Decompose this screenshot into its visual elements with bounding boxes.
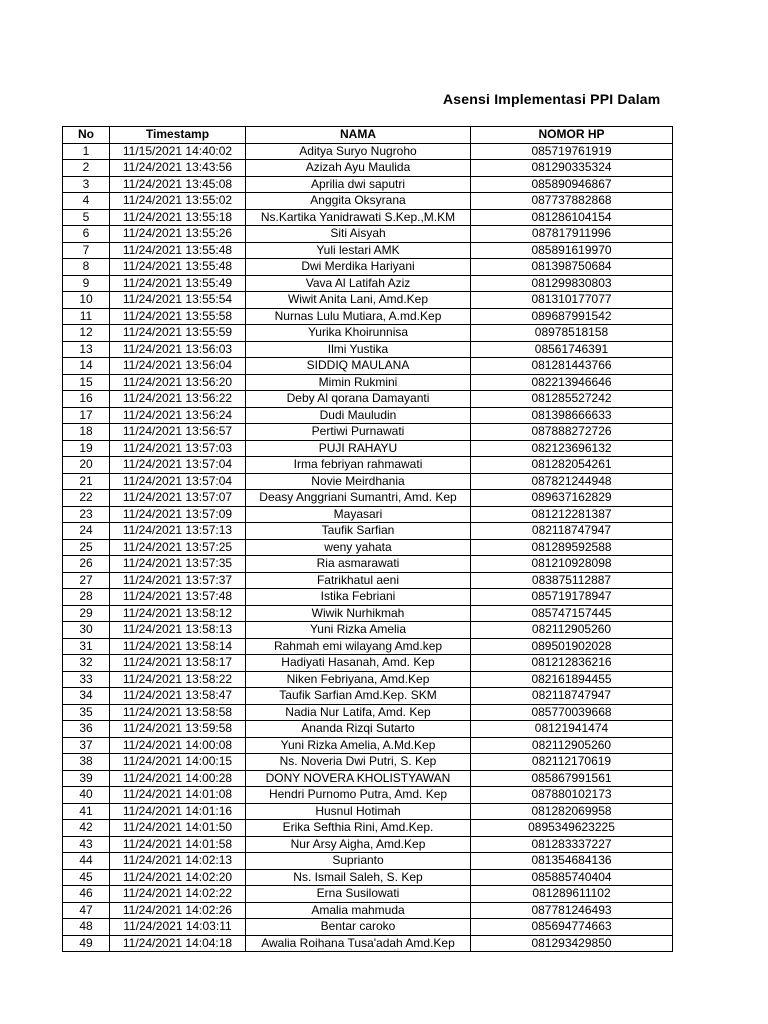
cell-no: 28 (63, 589, 110, 606)
cell-nama: Ns.Kartika Yanidrawati S.Kep.,M.KM (246, 209, 471, 226)
cell-no: 35 (63, 704, 110, 721)
cell-nama: Yuni Rizka Amelia, A.Md.Kep (246, 737, 471, 754)
table-row (63, 589, 673, 606)
attendance-table (62, 126, 673, 952)
cell-nomor-hp: 085719761919 (471, 143, 673, 160)
cell-nama: Wiwit Anita Lani, Amd.Kep (246, 292, 471, 309)
cell-nama: Niken Febriyana, Amd.Kep (246, 671, 471, 688)
table-row (63, 523, 673, 540)
cell-nomor-hp: 087737882868 (471, 193, 673, 210)
header-nama: NAMA (246, 127, 471, 144)
cell-timestamp: 11/24/2021 13:56:22 (110, 391, 246, 408)
cell-timestamp: 11/24/2021 13:57:37 (110, 572, 246, 589)
table-row (63, 424, 673, 441)
cell-nama: weny yahata (246, 539, 471, 556)
cell-no: 48 (63, 919, 110, 936)
cell-nomor-hp: 081293429850 (471, 935, 673, 952)
cell-nomor-hp: 081285527242 (471, 391, 673, 408)
table-row (63, 754, 673, 771)
table-row (63, 655, 673, 672)
cell-nomor-hp: 087781246493 (471, 902, 673, 919)
cell-timestamp: 11/24/2021 13:56:24 (110, 407, 246, 424)
cell-nama: Pertiwi Purnawati (246, 424, 471, 441)
cell-nomor-hp: 082118747947 (471, 523, 673, 540)
cell-no: 39 (63, 770, 110, 787)
table-row (63, 275, 673, 292)
cell-timestamp: 11/24/2021 13:56:57 (110, 424, 246, 441)
cell-no: 14 (63, 358, 110, 375)
cell-nama: PUJI RAHAYU (246, 440, 471, 457)
cell-nama: Istika Febriani (246, 589, 471, 606)
cell-timestamp: 11/24/2021 13:55:54 (110, 292, 246, 309)
cell-nomor-hp: 081212836216 (471, 655, 673, 672)
cell-nama: Hadiyati Hasanah, Amd. Kep (246, 655, 471, 672)
cell-nomor-hp: 087817911996 (471, 226, 673, 243)
cell-nomor-hp: 081282069958 (471, 803, 673, 820)
cell-no: 23 (63, 506, 110, 523)
cell-nomor-hp: 081398750684 (471, 259, 673, 276)
table-row (63, 473, 673, 490)
cell-nama: Mayasari (246, 506, 471, 523)
cell-timestamp: 11/24/2021 13:55:49 (110, 275, 246, 292)
cell-nama: Novie Meirdhania (246, 473, 471, 490)
cell-nama: DONY NOVERA KHOLISTYAWAN (246, 770, 471, 787)
cell-no: 17 (63, 407, 110, 424)
cell-no: 41 (63, 803, 110, 820)
cell-timestamp: 11/24/2021 13:57:13 (110, 523, 246, 540)
cell-nomor-hp: 087821244948 (471, 473, 673, 490)
cell-no: 20 (63, 457, 110, 474)
cell-timestamp: 11/24/2021 13:58:47 (110, 688, 246, 705)
cell-nama: Nurnas Lulu Mutiara, A.md.Kep (246, 308, 471, 325)
table-row (63, 902, 673, 919)
cell-no: 40 (63, 787, 110, 804)
cell-nomor-hp: 08978518158 (471, 325, 673, 342)
cell-no: 36 (63, 721, 110, 738)
cell-nama: Ilmi Yustika (246, 341, 471, 358)
cell-nama: Mimin Rukmini (246, 374, 471, 391)
header-no: No (63, 127, 110, 144)
cell-no: 15 (63, 374, 110, 391)
cell-no: 6 (63, 226, 110, 243)
cell-nama: Azizah Ayu Maulida (246, 160, 471, 177)
table-body (63, 143, 673, 952)
cell-nama: Nadia Nur Latifa, Amd. Kep (246, 704, 471, 721)
table-row (63, 242, 673, 259)
header-timestamp: Timestamp (110, 127, 246, 144)
cell-no: 32 (63, 655, 110, 672)
cell-timestamp: 11/24/2021 13:58:17 (110, 655, 246, 672)
cell-nomor-hp: 08121941474 (471, 721, 673, 738)
table-row (63, 457, 673, 474)
cell-timestamp: 11/24/2021 14:00:08 (110, 737, 246, 754)
cell-nomor-hp: 081210928098 (471, 556, 673, 573)
cell-nomor-hp: 085747157445 (471, 605, 673, 622)
cell-nama: Taufik Sarfian Amd.Kep. SKM (246, 688, 471, 705)
cell-no: 30 (63, 622, 110, 639)
cell-no: 33 (63, 671, 110, 688)
cell-no: 46 (63, 886, 110, 903)
cell-nama: Amalia mahmuda (246, 902, 471, 919)
cell-timestamp: 11/24/2021 14:02:26 (110, 902, 246, 919)
cell-nomor-hp: 081289592588 (471, 539, 673, 556)
cell-nomor-hp: 081299830803 (471, 275, 673, 292)
cell-no: 12 (63, 325, 110, 342)
cell-nama: Ns. Ismail Saleh, S. Kep (246, 869, 471, 886)
table-row (63, 721, 673, 738)
cell-timestamp: 11/24/2021 13:55:59 (110, 325, 246, 342)
cell-no: 49 (63, 935, 110, 952)
cell-timestamp: 11/24/2021 13:57:09 (110, 506, 246, 523)
table-row (63, 539, 673, 556)
cell-no: 19 (63, 440, 110, 457)
table-row (63, 688, 673, 705)
table-row (63, 853, 673, 870)
table-row (63, 737, 673, 754)
cell-nomor-hp: 087880102173 (471, 787, 673, 804)
cell-no: 11 (63, 308, 110, 325)
cell-no: 38 (63, 754, 110, 771)
cell-timestamp: 11/24/2021 13:55:48 (110, 259, 246, 276)
cell-nama: Husnul Hotimah (246, 803, 471, 820)
cell-nama: Suprianto (246, 853, 471, 870)
cell-timestamp: 11/24/2021 14:00:15 (110, 754, 246, 771)
cell-timestamp: 11/24/2021 13:56:03 (110, 341, 246, 358)
cell-no: 44 (63, 853, 110, 870)
cell-no: 16 (63, 391, 110, 408)
cell-nomor-hp: 082123696132 (471, 440, 673, 457)
cell-nomor-hp: 085891619970 (471, 242, 673, 259)
cell-nomor-hp: 081354684136 (471, 853, 673, 870)
cell-timestamp: 11/24/2021 14:04:18 (110, 935, 246, 952)
cell-nomor-hp: 082112170619 (471, 754, 673, 771)
cell-timestamp: 11/24/2021 13:58:12 (110, 605, 246, 622)
cell-nama: Wiwik Nurhikmah (246, 605, 471, 622)
cell-nomor-hp: 081282054261 (471, 457, 673, 474)
cell-timestamp: 11/24/2021 14:01:50 (110, 820, 246, 837)
cell-timestamp: 11/24/2021 14:02:20 (110, 869, 246, 886)
cell-no: 22 (63, 490, 110, 507)
cell-timestamp: 11/24/2021 13:57:25 (110, 539, 246, 556)
cell-no: 9 (63, 275, 110, 292)
cell-no: 4 (63, 193, 110, 210)
cell-timestamp: 11/24/2021 13:55:02 (110, 193, 246, 210)
table-row (63, 803, 673, 820)
cell-no: 21 (63, 473, 110, 490)
table-row (63, 160, 673, 177)
table-row (63, 787, 673, 804)
table-row (63, 556, 673, 573)
cell-nama: Aprilia dwi saputri (246, 176, 471, 193)
cell-nama: Ns. Noveria Dwi Putri, S. Kep (246, 754, 471, 771)
cell-nama: Erika Sefthia Rini, Amd.Kep. (246, 820, 471, 837)
table-row (63, 358, 673, 375)
cell-no: 27 (63, 572, 110, 589)
cell-timestamp: 11/24/2021 14:03:11 (110, 919, 246, 936)
cell-nomor-hp: 08561746391 (471, 341, 673, 358)
table-row (63, 490, 673, 507)
cell-nama: Yurika Khoirunnisa (246, 325, 471, 342)
cell-timestamp: 11/24/2021 13:57:35 (110, 556, 246, 573)
cell-nama: Siti Aisyah (246, 226, 471, 243)
cell-no: 10 (63, 292, 110, 309)
cell-nama: Aditya Suryo Nugroho (246, 143, 471, 160)
table-row (63, 820, 673, 837)
cell-nomor-hp: 082213946646 (471, 374, 673, 391)
cell-nama: Yuni Rizka Amelia (246, 622, 471, 639)
cell-nomor-hp: 085770039668 (471, 704, 673, 721)
cell-nomor-hp: 085885740404 (471, 869, 673, 886)
cell-no: 24 (63, 523, 110, 540)
cell-no: 7 (63, 242, 110, 259)
table-row (63, 143, 673, 160)
cell-timestamp: 11/24/2021 13:57:04 (110, 473, 246, 490)
cell-nomor-hp: 089637162829 (471, 490, 673, 507)
cell-no: 43 (63, 836, 110, 853)
table-row (63, 869, 673, 886)
cell-no: 5 (63, 209, 110, 226)
header-nomor-hp: NOMOR HP (471, 127, 673, 144)
cell-timestamp: 11/24/2021 13:55:48 (110, 242, 246, 259)
cell-nomor-hp: 083875112887 (471, 572, 673, 589)
cell-timestamp: 11/24/2021 13:58:22 (110, 671, 246, 688)
cell-no: 3 (63, 176, 110, 193)
cell-timestamp: 11/24/2021 14:01:16 (110, 803, 246, 820)
table-row (63, 374, 673, 391)
table-row (63, 704, 673, 721)
cell-timestamp: 11/24/2021 13:56:20 (110, 374, 246, 391)
cell-no: 45 (63, 869, 110, 886)
cell-nomor-hp: 081286104154 (471, 209, 673, 226)
cell-timestamp: 11/24/2021 13:57:04 (110, 457, 246, 474)
cell-timestamp: 11/24/2021 13:58:14 (110, 638, 246, 655)
cell-nama: Ananda Rizqi Sutarto (246, 721, 471, 738)
cell-timestamp: 11/15/2021 14:40:02 (110, 143, 246, 160)
cell-timestamp: 11/24/2021 13:59:58 (110, 721, 246, 738)
cell-timestamp: 11/24/2021 14:00:28 (110, 770, 246, 787)
cell-timestamp: 11/24/2021 14:02:22 (110, 886, 246, 903)
cell-nomor-hp: 081290335324 (471, 160, 673, 177)
cell-timestamp: 11/24/2021 13:56:04 (110, 358, 246, 375)
cell-nama: Anggita Oksyrana (246, 193, 471, 210)
cell-nomor-hp: 0895349623225 (471, 820, 673, 837)
cell-timestamp: 11/24/2021 14:01:08 (110, 787, 246, 804)
cell-timestamp: 11/24/2021 13:57:03 (110, 440, 246, 457)
cell-timestamp: 11/24/2021 13:57:48 (110, 589, 246, 606)
cell-nama: Awalia Roihana Tusa'adah Amd.Kep (246, 935, 471, 952)
table-row (63, 341, 673, 358)
cell-nomor-hp: 082161894455 (471, 671, 673, 688)
table-row (63, 919, 673, 936)
cell-nomor-hp: 089501902028 (471, 638, 673, 655)
table-row (63, 836, 673, 853)
cell-no: 34 (63, 688, 110, 705)
cell-nomor-hp: 082112905260 (471, 622, 673, 639)
cell-nama: Dudi Mauludin (246, 407, 471, 424)
header-row (63, 127, 673, 144)
cell-nomor-hp: 085867991561 (471, 770, 673, 787)
cell-nomor-hp: 085719178947 (471, 589, 673, 606)
table-row (63, 605, 673, 622)
cell-no: 8 (63, 259, 110, 276)
table-row (63, 209, 673, 226)
cell-timestamp: 11/24/2021 14:01:58 (110, 836, 246, 853)
cell-nama: Fatrikhatul aeni (246, 572, 471, 589)
cell-nomor-hp: 081310177077 (471, 292, 673, 309)
cell-no: 31 (63, 638, 110, 655)
cell-timestamp: 11/24/2021 13:55:26 (110, 226, 246, 243)
cell-timestamp: 11/24/2021 13:58:58 (110, 704, 246, 721)
cell-nomor-hp: 081212281387 (471, 506, 673, 523)
cell-nama: Dwi Merdika Hariyani (246, 259, 471, 276)
cell-nomor-hp: 082112905260 (471, 737, 673, 754)
cell-timestamp: 11/24/2021 13:58:13 (110, 622, 246, 639)
cell-no: 26 (63, 556, 110, 573)
cell-no: 42 (63, 820, 110, 837)
cell-no: 18 (63, 424, 110, 441)
table-row (63, 506, 673, 523)
cell-nama: Vava Al Latifah Aziz (246, 275, 471, 292)
document-title: Asensi Implementasi PPI Dalam (443, 91, 661, 107)
table-row (63, 292, 673, 309)
cell-nomor-hp: 089687991542 (471, 308, 673, 325)
cell-no: 37 (63, 737, 110, 754)
table-row (63, 440, 673, 457)
cell-no: 47 (63, 902, 110, 919)
cell-nama: SIDDIQ MAULANA (246, 358, 471, 375)
cell-no: 1 (63, 143, 110, 160)
cell-nama: Nur Arsy Aigha, Amd.Kep (246, 836, 471, 853)
cell-no: 29 (63, 605, 110, 622)
table-row (63, 572, 673, 589)
table-row (63, 622, 673, 639)
cell-nama: Irma febriyan rahmawati (246, 457, 471, 474)
cell-nomor-hp: 081281443766 (471, 358, 673, 375)
cell-timestamp: 11/24/2021 13:55:18 (110, 209, 246, 226)
cell-nama: Bentar caroko (246, 919, 471, 936)
cell-timestamp: 11/24/2021 13:45:08 (110, 176, 246, 193)
cell-nama: Rahmah emi wilayang Amd.kep (246, 638, 471, 655)
cell-nama: Hendri Purnomo Putra, Amd. Kep (246, 787, 471, 804)
cell-nomor-hp: 087888272726 (471, 424, 673, 441)
table-row (63, 193, 673, 210)
table-row (63, 638, 673, 655)
cell-nomor-hp: 081283337227 (471, 836, 673, 853)
table-row (63, 176, 673, 193)
table-row (63, 391, 673, 408)
table-row (63, 259, 673, 276)
cell-nama: Taufik Sarfian (246, 523, 471, 540)
cell-no: 25 (63, 539, 110, 556)
table-row (63, 325, 673, 342)
cell-nama: Deby Al qorana Damayanti (246, 391, 471, 408)
cell-nama: Deasy Anggriani Sumantri, Amd. Kep (246, 490, 471, 507)
table-row (63, 226, 673, 243)
cell-nama: Ria asmarawati (246, 556, 471, 573)
table-row (63, 671, 673, 688)
cell-timestamp: 11/24/2021 13:55:58 (110, 308, 246, 325)
table-row (63, 770, 673, 787)
cell-nomor-hp: 081398666633 (471, 407, 673, 424)
cell-nomor-hp: 085694774663 (471, 919, 673, 936)
table-row (63, 308, 673, 325)
cell-nomor-hp: 082118747947 (471, 688, 673, 705)
cell-timestamp: 11/24/2021 13:43:56 (110, 160, 246, 177)
cell-nama: Erna Susilowati (246, 886, 471, 903)
table-header (63, 127, 673, 144)
cell-nomor-hp: 085890946867 (471, 176, 673, 193)
cell-nomor-hp: 081289611102 (471, 886, 673, 903)
cell-no: 13 (63, 341, 110, 358)
table-row (63, 886, 673, 903)
table-row (63, 935, 673, 952)
cell-nama: Yuli lestari AMK (246, 242, 471, 259)
cell-timestamp: 11/24/2021 13:57:07 (110, 490, 246, 507)
cell-no: 2 (63, 160, 110, 177)
cell-timestamp: 11/24/2021 14:02:13 (110, 853, 246, 870)
table-row (63, 407, 673, 424)
